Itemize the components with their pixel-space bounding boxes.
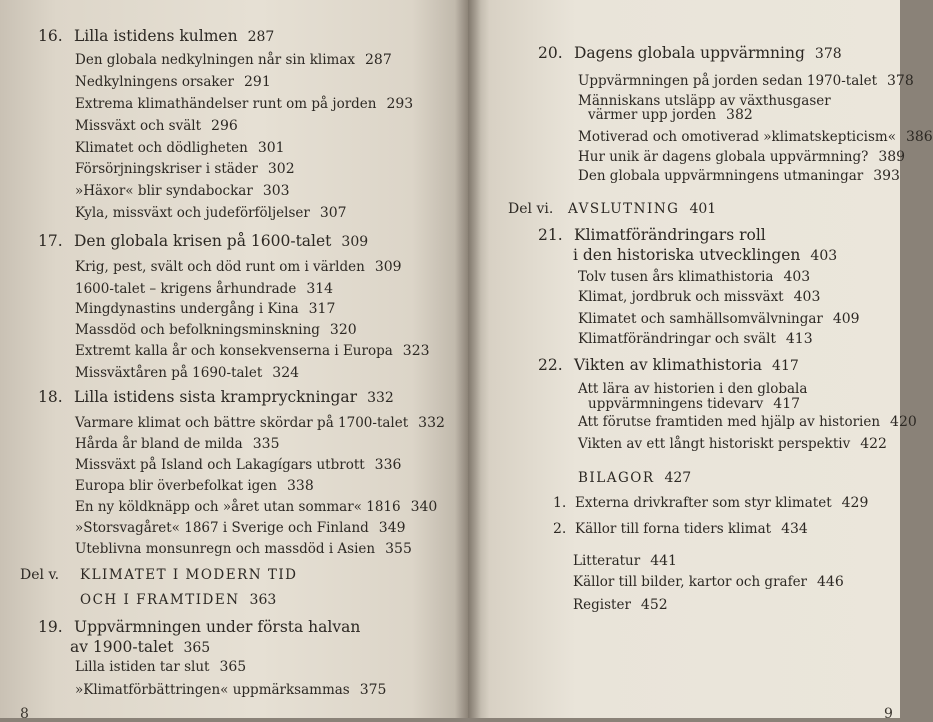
- entry-title: Externa drivkrafter som styr klimatet: [575, 495, 832, 511]
- toc-sub-line: [75, 160, 295, 178]
- page-number-right: 9: [884, 706, 893, 722]
- toc-sub-line: [578, 413, 917, 431]
- page-ref: 314: [306, 281, 334, 297]
- page-ref: 365: [219, 659, 247, 675]
- toc-chapter-line: [38, 27, 274, 46]
- toc-sub-line: [75, 139, 285, 157]
- chapter-number: 20.: [538, 44, 563, 62]
- page-ref: 427: [664, 470, 692, 486]
- book-gutter: [455, 0, 481, 718]
- page-ref: 309: [341, 234, 369, 250]
- page-ref: 375: [359, 682, 387, 698]
- entry-title: Att lära av historien i den globala: [578, 381, 808, 397]
- entry-title: av 1900-talet: [70, 638, 174, 656]
- entry-title: Källor till bilder, kartor och grafer: [573, 574, 808, 590]
- entry-title: Vikten av ett långt historiskt perspektiv: [578, 436, 851, 452]
- toc-subcont-line: [588, 395, 800, 413]
- entry-title: Lilla istidens kulmen: [74, 27, 238, 45]
- toc-subcont-line: [588, 106, 753, 124]
- entry-title: »Klimatförbättringen« uppmärksammas: [75, 682, 350, 698]
- page-ref: 332: [418, 415, 445, 431]
- chapter-number: 22.: [538, 356, 563, 374]
- page-ref: 409: [832, 311, 860, 327]
- entry-title: uppvärmningens tidevarv: [588, 396, 764, 412]
- entry-title: En ny köldknäpp och »året utan sommar« 1816: [75, 499, 401, 515]
- page-ref: 452: [640, 597, 668, 613]
- toc-appendix-line: [553, 494, 868, 512]
- page-ref: 307: [319, 205, 347, 221]
- entry-title: Tolv tusen års klimathistoria: [578, 269, 774, 285]
- toc-sub-line: [75, 540, 412, 558]
- page-ref: 303: [262, 183, 290, 199]
- page-ref: 365: [183, 640, 211, 656]
- entry-title: Klimatet och dödligheten: [75, 140, 248, 156]
- page-ref: 403: [783, 269, 811, 285]
- toc-sub-line: [75, 364, 299, 382]
- page-ref: 363: [249, 592, 277, 608]
- toc-sub-line: [75, 95, 413, 113]
- page-ref: 422: [860, 436, 887, 452]
- toc-chcont-line: [573, 246, 837, 265]
- page-ref: 340: [410, 499, 438, 515]
- entry-title: Den globala nedkylningen når sin klimax: [75, 52, 356, 68]
- toc-sub-line: [75, 182, 290, 200]
- entry-title: Källor till forna tiders klimat: [575, 521, 772, 537]
- entry-title: Mingdynastins undergång i Kina: [75, 301, 299, 317]
- entry-title: AVSLUTNING: [568, 201, 680, 217]
- toc-sub-line: [75, 456, 401, 474]
- page-ref: 417: [772, 358, 799, 374]
- toc-matter-line: [573, 552, 677, 570]
- toc-sub-line: [578, 330, 813, 348]
- page-ref: 335: [252, 436, 280, 452]
- toc-sub-line: [75, 51, 392, 69]
- toc-sub-line: [75, 117, 238, 135]
- page-ref: 441: [650, 553, 677, 569]
- page-ref: 287: [247, 29, 275, 45]
- part-number: Del v.: [20, 567, 60, 583]
- page-ref: 434: [781, 521, 808, 537]
- toc-sub-line: [75, 258, 402, 276]
- toc-partcont-line: [80, 591, 276, 609]
- page-ref: 386: [905, 129, 933, 145]
- toc-sub-line: [75, 681, 386, 699]
- toc-part-line: [508, 200, 716, 218]
- toc-sub-line: [578, 310, 860, 328]
- entry-title: Klimatförändringars roll: [574, 226, 766, 244]
- page-ref: 403: [793, 289, 821, 305]
- entry-title: Försörjningskriser i städer: [75, 161, 258, 177]
- toc-sub-line: [75, 342, 430, 360]
- toc-sub-line: [75, 414, 445, 432]
- toc-sub-line: [75, 435, 279, 453]
- chapter-number: 21.: [538, 226, 563, 244]
- toc-sub-line: [75, 498, 437, 516]
- toc-appendix-line: [553, 520, 808, 538]
- part-number: Del vi.: [508, 201, 554, 217]
- entry-title: Litteratur: [573, 553, 641, 569]
- page-ref: 446: [817, 574, 844, 590]
- page-ref: 417: [773, 396, 801, 412]
- toc-sub-line: [75, 658, 246, 676]
- entry-title: Extrema klimathändelser runt om på jorden: [75, 96, 377, 112]
- page-ref: 401: [689, 201, 717, 217]
- page-ref: 338: [287, 478, 314, 494]
- toc-chcont-line: [70, 638, 210, 657]
- entry-title: Kyla, missväxt och judeförföljelser: [75, 205, 310, 221]
- toc-chapter-line: [38, 388, 394, 407]
- entry-title: OCH I FRAMTIDEN: [80, 592, 240, 608]
- toc-sub-line: [578, 435, 887, 453]
- page-ref: 420: [890, 414, 917, 430]
- entry-title: Extremt kalla år och konsekvenserna i Europa: [75, 343, 393, 359]
- entry-title: Människans utsläpp av växthusgaser: [578, 93, 831, 109]
- entry-title: Uppvärmningen under första halvan: [74, 618, 361, 636]
- page-ref: 403: [810, 248, 838, 264]
- entry-title: Klimatförändringar och svält: [578, 331, 776, 347]
- page-ref: 378: [814, 46, 842, 62]
- entry-title: Hårda år bland de milda: [75, 436, 243, 452]
- toc-chapter-line: [538, 44, 842, 63]
- toc-chapter-line: [538, 226, 766, 245]
- entry-title: Klimat, jordbruk och missväxt: [578, 289, 784, 305]
- entry-title: Den globala krisen på 1600-talet: [74, 232, 332, 250]
- page-ref: 293: [386, 96, 414, 112]
- page-ref: 429: [841, 495, 869, 511]
- chapter-number: 18.: [38, 388, 63, 406]
- toc-sub-line: [75, 280, 333, 298]
- toc-sub-line: [578, 72, 914, 90]
- entry-title: Europa blir överbefolkat igen: [75, 478, 277, 494]
- page-ref: 389: [878, 149, 906, 165]
- toc-matter-line: [573, 596, 668, 614]
- page-ref: 323: [402, 343, 430, 359]
- page-ref: 301: [257, 140, 285, 156]
- toc-sub-line: [578, 268, 810, 286]
- entry-title: Den globala uppvärmningens utmaningar: [578, 168, 864, 184]
- chapter-number: 2.: [553, 521, 567, 537]
- entry-title: Att förutse framtiden med hjälp av historien: [578, 414, 881, 430]
- page-ref: 413: [785, 331, 813, 347]
- entry-title: Motiverad och omotiverad »klimatskepticism«: [578, 129, 896, 145]
- page-ref: 302: [267, 161, 295, 177]
- page-ref: 336: [374, 457, 402, 473]
- entry-title: i den historiska utvecklingen: [573, 246, 801, 264]
- toc-sub-line: [75, 73, 271, 91]
- toc-sub-line: [75, 477, 314, 495]
- page-ref: 324: [272, 365, 300, 381]
- entry-title: Varmare klimat och bättre skördar på 1700-talet: [75, 415, 409, 431]
- toc-matter-line: [573, 573, 844, 591]
- page-ref: 317: [308, 301, 336, 317]
- entry-title: BILAGOR: [578, 470, 655, 486]
- entry-title: Uteblivna monsunregn och massdöd i Asien: [75, 541, 376, 557]
- chapter-number: 1.: [553, 495, 567, 511]
- entry-title: Dagens globala uppvärmning: [574, 44, 805, 62]
- page-ref: 287: [365, 52, 392, 68]
- entry-title: Uppvärmningen på jorden sedan 1970-talet: [578, 73, 877, 89]
- page-ref: 332: [367, 390, 394, 406]
- toc-sub-line: [75, 300, 335, 318]
- toc-chapter-line: [38, 232, 368, 251]
- entry-title: »Storsvagåret« 1867 i Sverige och Finland: [75, 520, 369, 536]
- entry-title: Massdöd och befolkningsminskning: [75, 322, 320, 338]
- chapter-number: 17.: [38, 232, 63, 250]
- page-ref: 378: [887, 73, 914, 89]
- toc-sub-line: [578, 167, 900, 185]
- page-number-left: 8: [20, 706, 29, 722]
- page-ref: 309: [374, 259, 402, 275]
- entry-title: Missväxtåren på 1690-talet: [75, 365, 263, 381]
- entry-title: Register: [573, 597, 631, 613]
- toc-sub-line: [75, 321, 357, 339]
- chapter-number: 16.: [38, 27, 63, 45]
- toc-part-line: [20, 566, 298, 584]
- entry-title: »Häxor« blir syndabockar: [75, 183, 253, 199]
- entry-title: KLIMATET I MODERN TID: [80, 567, 298, 583]
- chapter-number: 19.: [38, 618, 63, 636]
- toc-heading-line: [578, 469, 691, 487]
- entry-title: Krig, pest, svält och död runt om i världen: [75, 259, 365, 275]
- entry-title: Missväxt på Island och Lakagígars utbrott: [75, 457, 365, 473]
- entry-title: Lilla istidens sista krampryckningar: [74, 388, 358, 406]
- toc-sub-line: [578, 128, 933, 146]
- entry-title: värmer upp jorden: [588, 107, 717, 123]
- page-ref: 355: [385, 541, 412, 557]
- page-ref: 320: [329, 322, 357, 338]
- page-ref: 393: [873, 168, 900, 184]
- toc-sub-line: [578, 148, 905, 166]
- toc-chapter-line: [38, 618, 360, 637]
- entry-title: Hur unik är dagens globala uppvärmning?: [578, 149, 869, 165]
- toc-sub-line: [75, 204, 347, 222]
- page-ref: 291: [244, 74, 271, 90]
- toc-sub-line: [75, 519, 406, 537]
- page-ref: 349: [378, 520, 406, 536]
- entry-title: Klimatet och samhällsomvälvningar: [578, 311, 823, 327]
- entry-title: 1600-talet – krigens århundrade: [75, 281, 297, 297]
- page-ref: 382: [726, 107, 753, 123]
- toc-chapter-line: [538, 356, 799, 375]
- entry-title: Vikten av klimathistoria: [574, 356, 763, 374]
- entry-title: Missväxt och svält: [75, 118, 202, 134]
- page-ref: 296: [211, 118, 238, 134]
- entry-title: Lilla istiden tar slut: [75, 659, 210, 675]
- toc-sub-line: [578, 288, 820, 306]
- entry-title: Nedkylningens orsaker: [75, 74, 235, 90]
